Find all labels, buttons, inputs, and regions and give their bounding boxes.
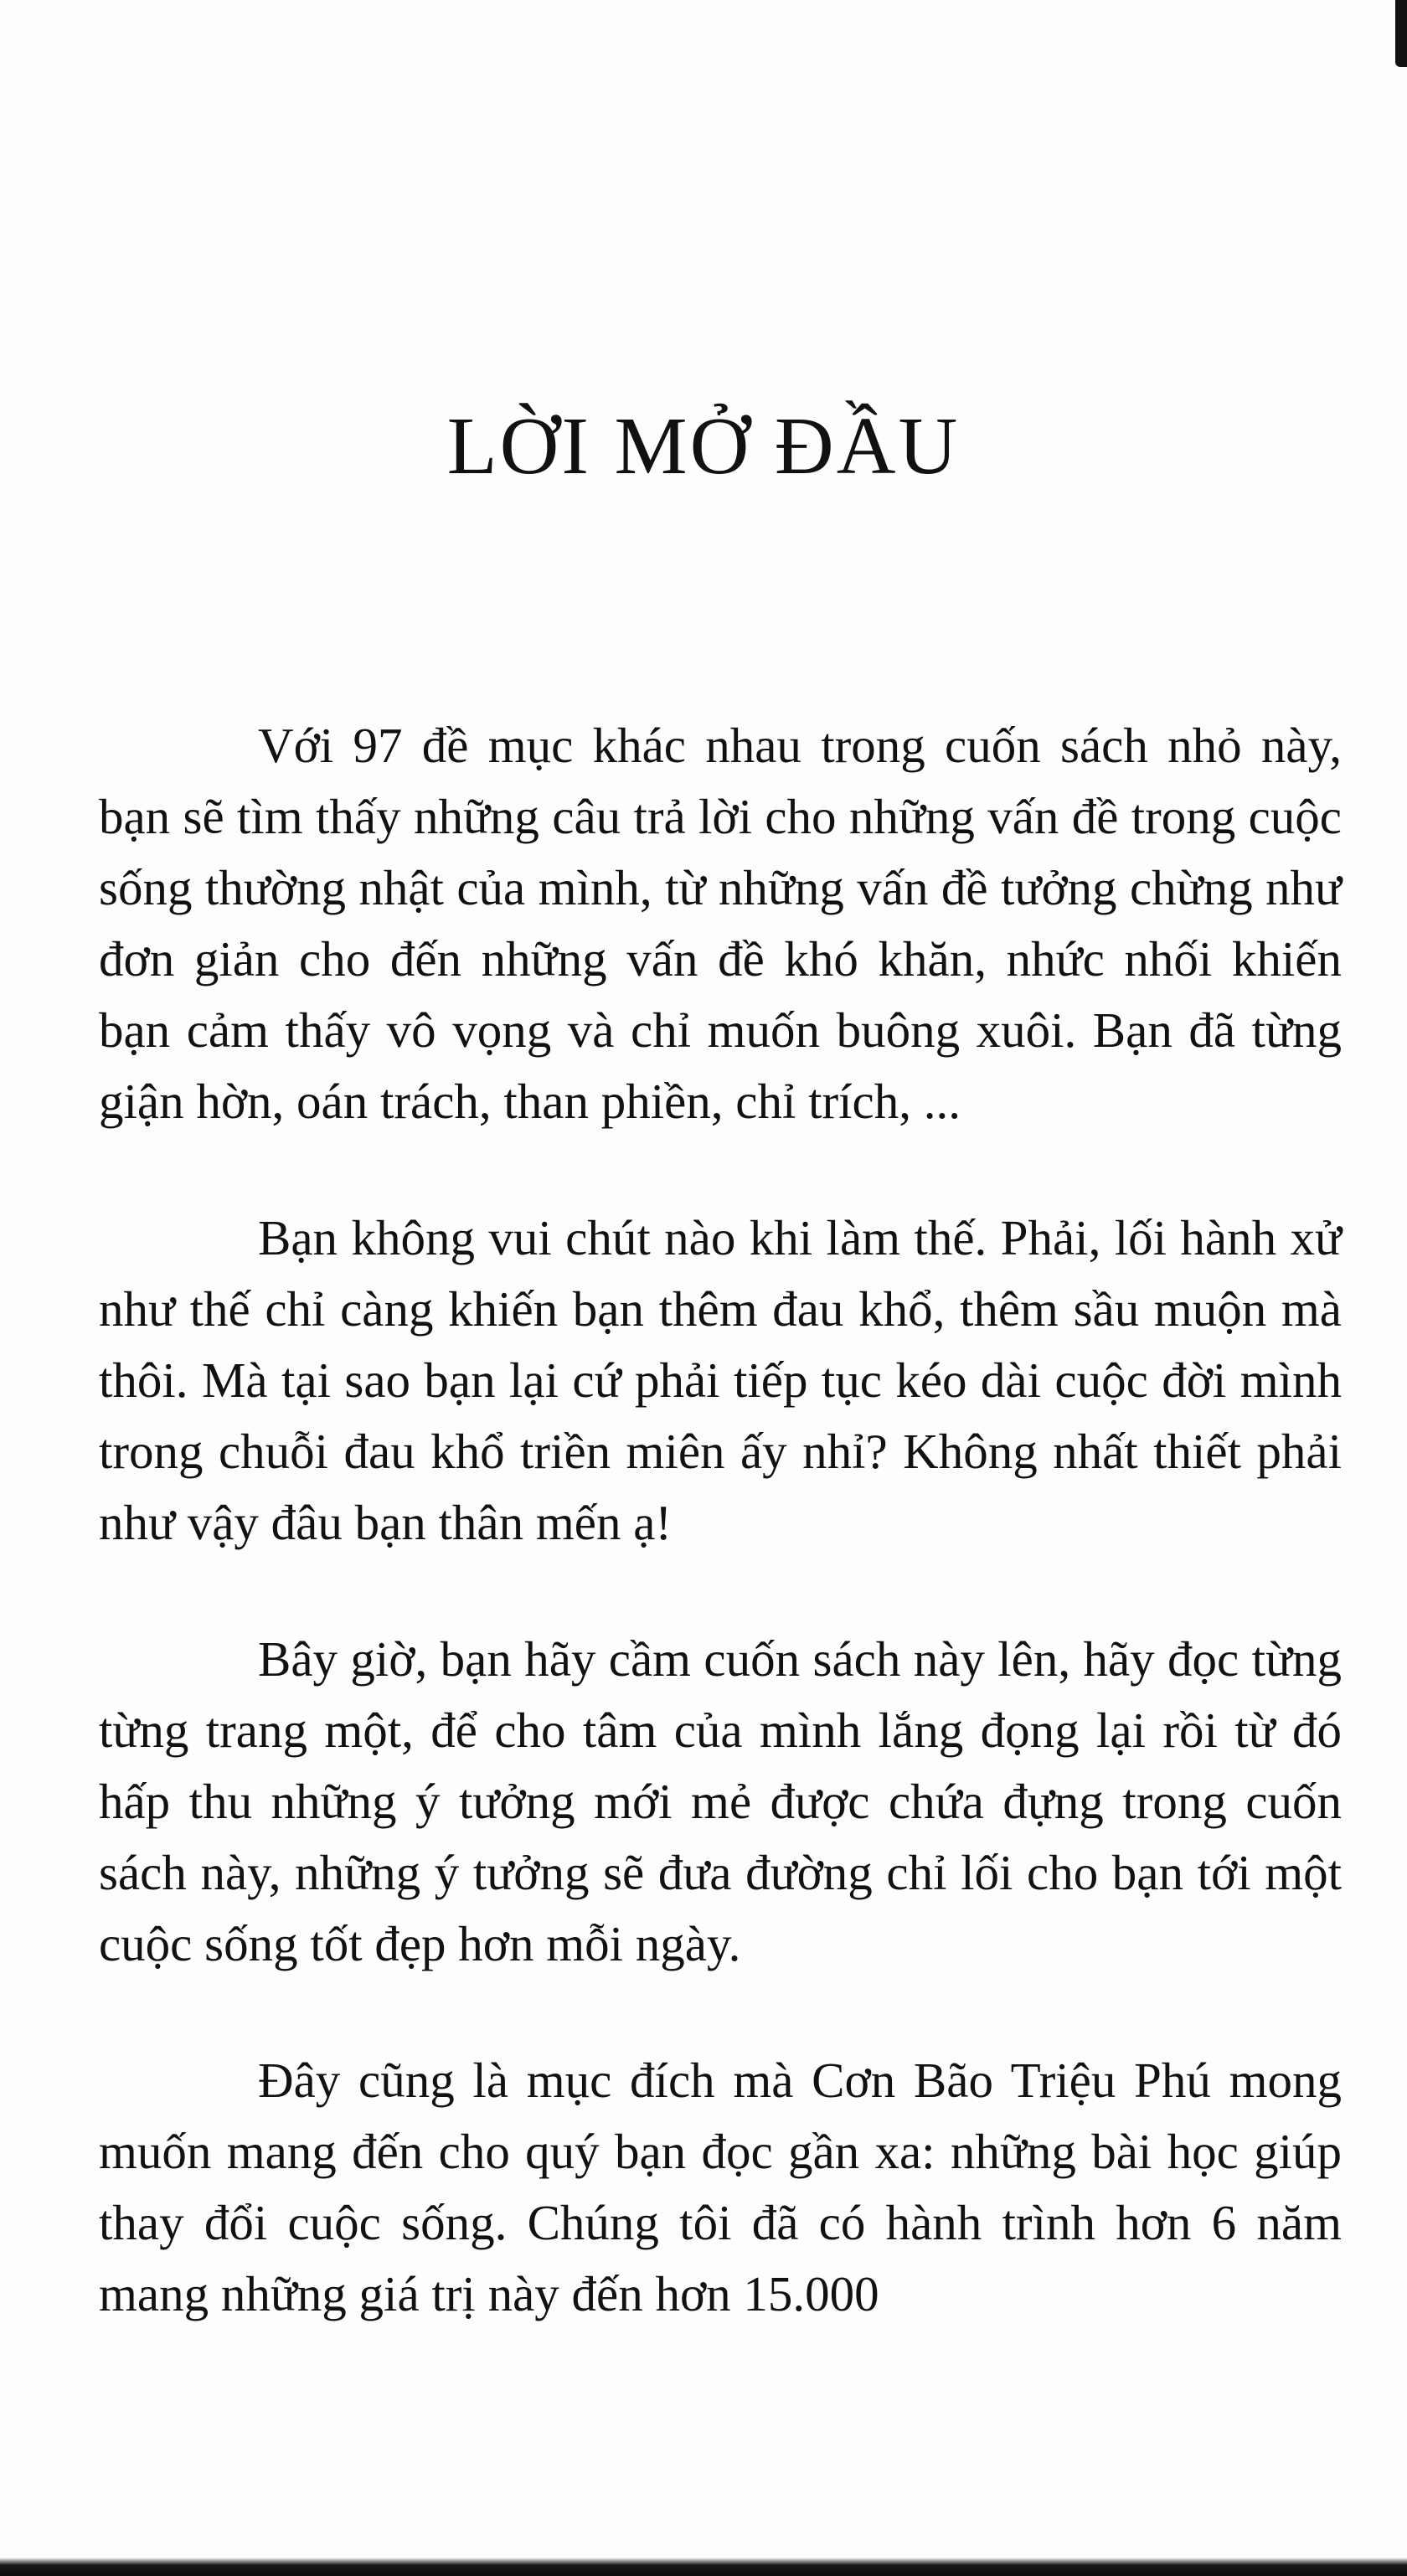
scan-edge-bottom	[0, 2558, 1407, 2576]
paragraph-3: Bây giờ, bạn hãy cầm cuốn sách này lên, hãy đọc từng từng trang một, để cho tâm của mình lắng đọng lại rồi từ đó hấp thu những ý tưởng mới mẻ được chứa đựng trong cuốn sách này, những ý tưởng sẽ đưa đường chỉ lối cho bạn tới một cuộc sống tốt đẹp hơn mỗi ngày.	[99, 1631, 1342, 1971]
paragraph-4: Đây cũng là mục đích mà Cơn Bão Triệu Phú mong muốn mang đến cho quý bạn đọc gần xa: những bài học giúp thay đổi cuộc sống. Chúng tôi đã có hành trình hơn 6 năm mang những giá trị này đến hơn 15.000	[99, 2053, 1342, 2321]
body-text	[99, 710, 1342, 2395]
page-title: LỜI MỞ ĐẦU	[446, 401, 961, 492]
paragraph-2: Bạn không vui chút nào khi làm thế. Phải, lối hành xử như thế chỉ càng khiến bạn thêm đau khổ, thêm sầu muộn mà thôi. Mà tại sao bạn lại cứ phải tiếp tục kéo dài cuộc đời mình trong chuỗi đau khổ triền miên ấy nhỉ? Không nhất thiết phải như vậy đâu bạn thân mến ạ!	[99, 1210, 1342, 1550]
scan-edge-corner	[1395, 0, 1407, 67]
paragraph-1: Với 97 đề mục khác nhau trong cuốn sách nhỏ này, bạn sẽ tìm thấy những câu trả lời cho những vấn đề trong cuộc sống thường nhật của mình, từ những vấn đề tưởng chừng như đơn giản cho đến những vấn đề khó khăn, nhức nhối khiến bạn cảm thấy vô vọng và chỉ muốn buông xuôi. Bạn đã từng giận hờn, oán trách, than phiền, chỉ trích, ...	[99, 718, 1342, 1129]
